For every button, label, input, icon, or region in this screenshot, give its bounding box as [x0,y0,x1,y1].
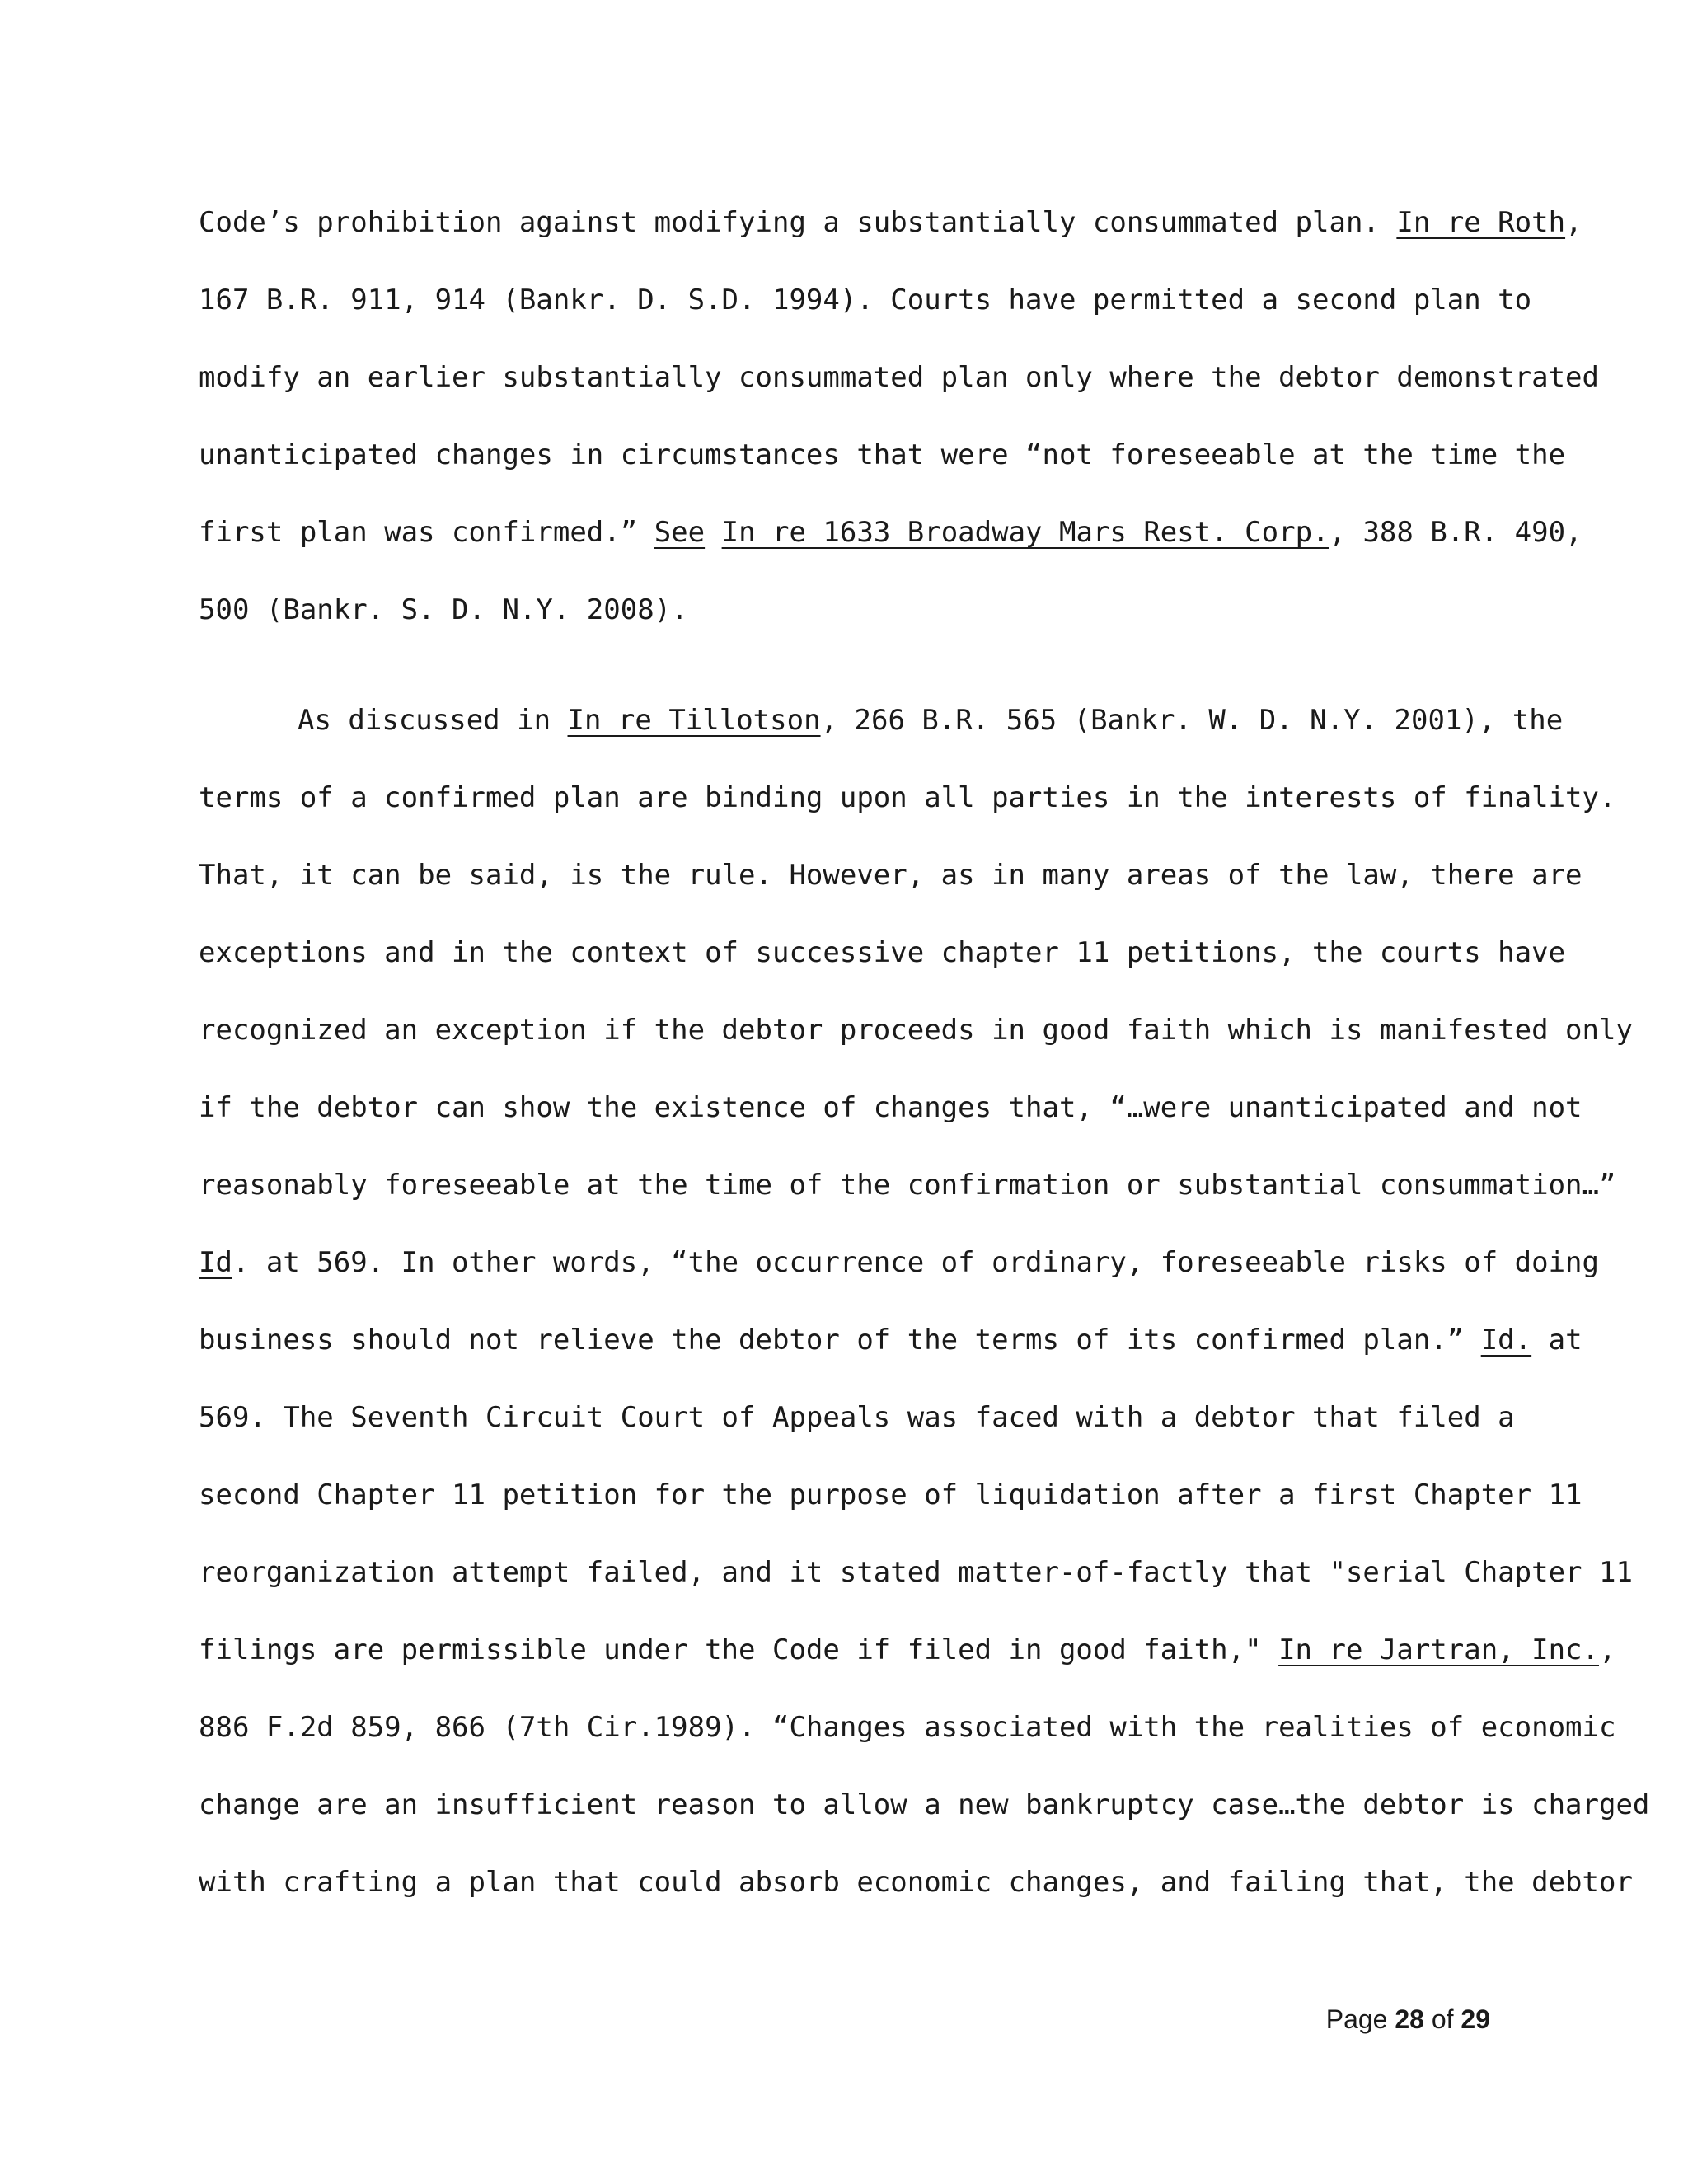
text-line [199,1625,1616,1675]
text-line [199,1005,1633,1055]
text-run: That, it can be said, is the rule. However, as in many areas of the law, there are [199,859,1582,892]
text-run: filings are permissible under the Code if filed in good faith," [199,1633,1279,1666]
text-line [199,585,1490,635]
text-run: As discussed in [298,704,568,737]
page-number-footer [1326,2004,1490,2035]
case-citation: In re Tillotson [567,704,821,737]
total-page-number: 29 [1461,2004,1490,2034]
text-run: 167 B.R. 911, 914 (Bankr. D. S.D. 1994). Courts have permitted a second plan to [199,284,1532,316]
page-label: Page [1325,2004,1395,2034]
case-citation: In re Jartran, Inc. [1278,1633,1599,1666]
text-line [199,1780,1650,1830]
text-line [199,1703,1616,1752]
text-run: recognized an exception if the debtor proceeds in good faith which is manifested only [199,1014,1633,1047]
text-run: . at 569. In other words, “the occurrence of ordinary, foreseeable risks of doing [232,1246,1600,1279]
text-run: 500 (Bankr. S. D. N.Y. 2008). [199,593,688,626]
text-run: , [1599,1633,1616,1666]
case-citation: In re Roth [1396,206,1566,239]
text-line [199,430,1566,480]
text-line [199,928,1566,977]
text-run: , [1565,206,1582,239]
text-run [705,516,721,549]
current-page-number: 28 [1395,2004,1424,2034]
text-run: unanticipated changes in circumstances that were “not foreseeable at the time the [199,438,1566,471]
text-line [199,1315,1582,1365]
text-line [199,696,1564,745]
text-run: Code’s prohibition against modifying a substantially consummated plan. [199,206,1397,239]
text-line [199,1858,1633,1907]
text-run: business should not relieve the debtor of the terms of its confirmed plan.” [199,1324,1481,1357]
text-line [199,508,1582,557]
text-run: reasonably foreseeable at the time of the confirmation or substantial consummation…” [199,1169,1616,1202]
text-run: at [1531,1324,1582,1357]
text-line [199,198,1582,247]
text-line [199,353,1599,402]
text-line [199,275,1532,325]
text-run: first plan was confirmed.” [199,516,654,549]
text-run: if the debtor can show the existence of changes that, “…were unanticipated and not [199,1091,1582,1124]
text-run: with crafting a plan that could absorb economic changes, and failing that, the debtor [199,1866,1633,1899]
text-run: second Chapter 11 petition for the purpose of liquidation after a first Chapter 11 [199,1479,1582,1511]
text-line [199,1160,1616,1210]
text-run: , 388 B.R. 490, [1329,516,1582,549]
text-line [199,1548,1633,1597]
text-line [199,1083,1582,1132]
text-run: modify an earlier substantially consummated plan only where the debtor demonstrated [199,361,1599,394]
text-run: change are an insufficient reason to allow a new bankruptcy case…the debtor is charged [199,1788,1650,1821]
case-citation: Id [199,1246,232,1279]
text-line [199,1238,1600,1287]
text-run: exceptions and in the context of successive chapter 11 petitions, the courts have [199,936,1566,969]
page-of-label: of [1423,2004,1461,2034]
text-line [199,851,1582,900]
text-line [199,1393,1515,1442]
text-run: 886 F.2d 859, 866 (7th Cir.1989). “Changes associated with the realities of economic [199,1711,1616,1744]
text-run: , 266 B.R. 565 (Bankr. W. D. N.Y. 2001), the [820,704,1564,737]
text-line [199,773,1616,823]
text-run: terms of a confirmed plan are binding upon all parties in the interests of finality. [199,781,1616,814]
case-citation: In re 1633 Broadway Mars Rest. Corp. [721,516,1329,549]
text-run: reorganization attempt failed, and it stated matter-of-factly that "serial Chapter 11 [199,1556,1633,1589]
case-citation: See [654,516,706,549]
text-line [199,1470,1582,1520]
text-run: 569. The Seventh Circuit Court of Appeals was faced with a debtor that filed a [199,1401,1515,1434]
case-citation: Id. [1480,1324,1532,1357]
